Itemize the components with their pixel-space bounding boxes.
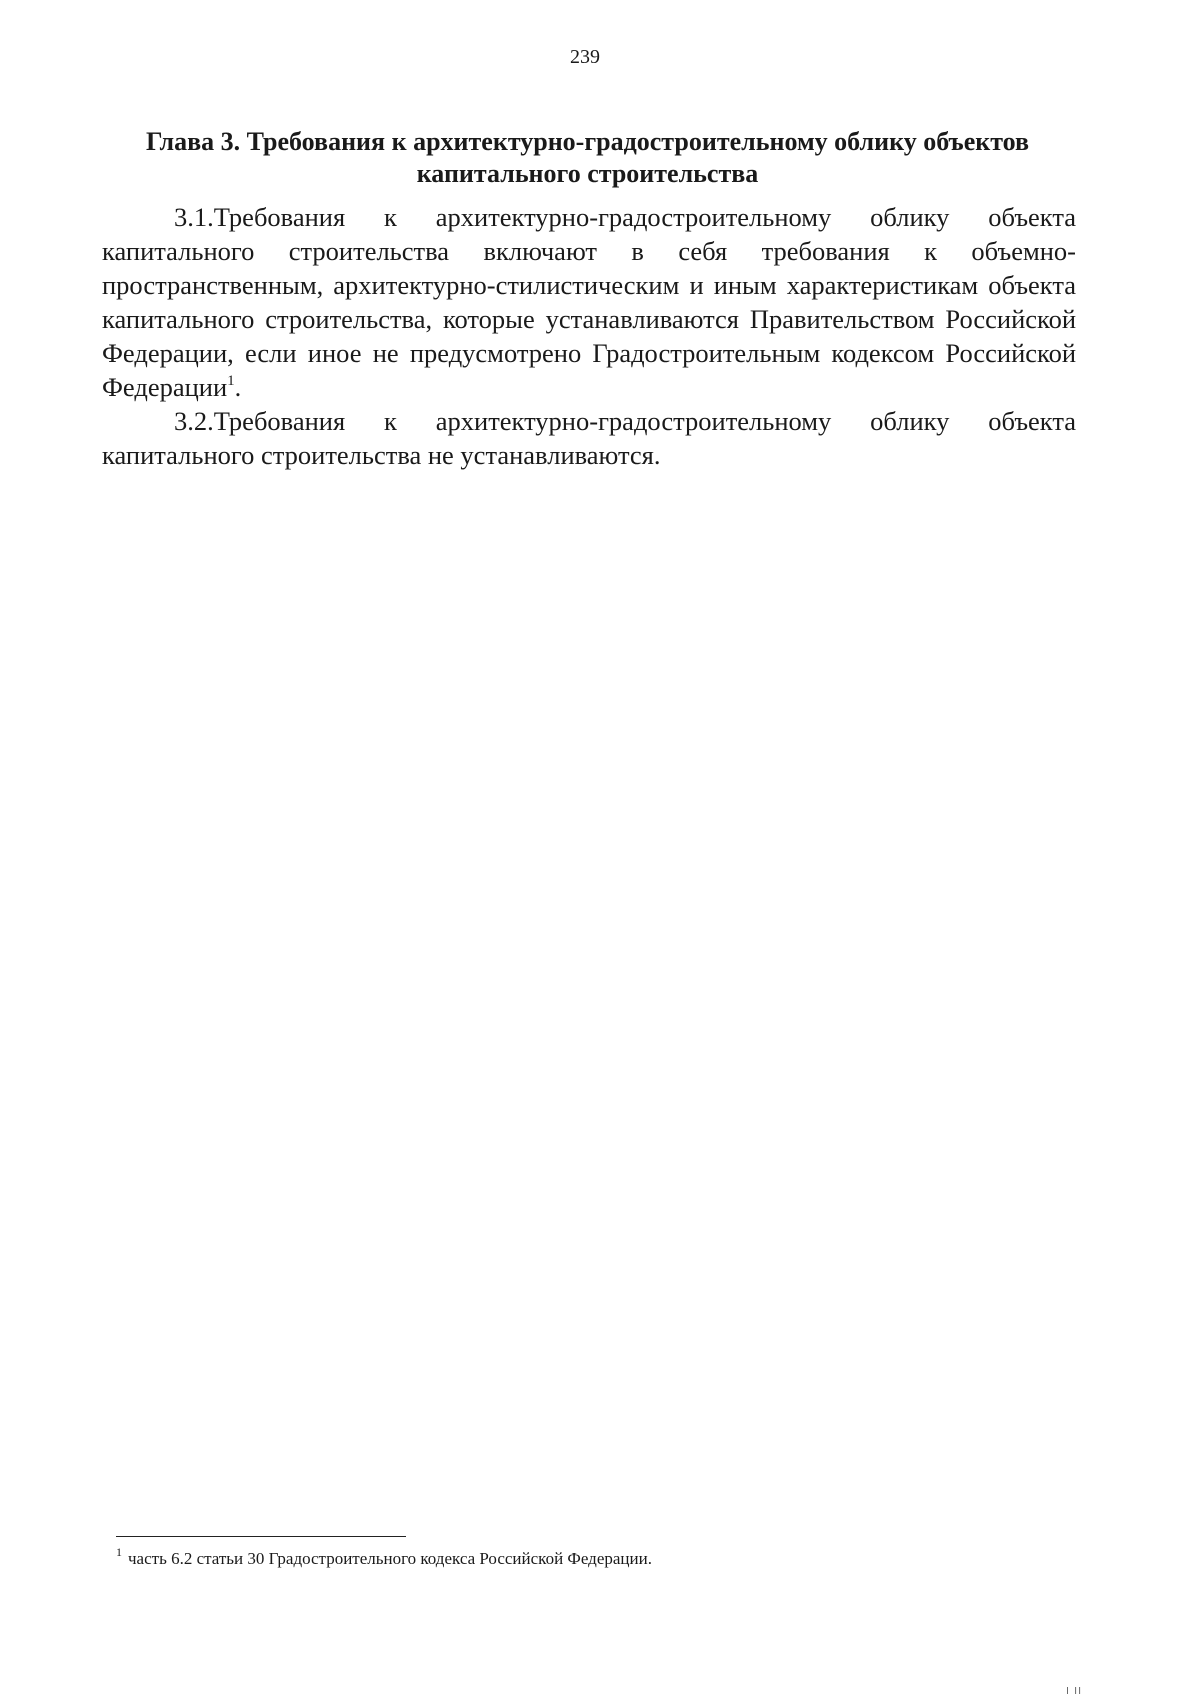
- footnote-divider: [116, 1536, 406, 1537]
- paragraph-3-1-tail: .: [234, 372, 242, 402]
- paragraph-3-1: [102, 200, 1076, 404]
- chapter-title: Глава 3. Требования к архитектурно-градостроительному облику объектов капитального строительства: [145, 127, 1030, 188]
- page-number: 239: [570, 46, 600, 68]
- footnote-text: часть 6.2 статьи 30 Градостроительного кодекса Российской Федерации.: [128, 1549, 652, 1568]
- paragraph-3-2: 3.2.Требования к архитектурно-градостроительному облику объекта капитального строительства не устанавливаются.: [102, 406, 1076, 470]
- scan-mark: I II: [1066, 1686, 1083, 1697]
- footnote: [116, 1545, 1016, 1570]
- footnote-reference[interactable]: 1: [227, 373, 235, 389]
- body-text: [102, 200, 1076, 472]
- paragraph-3-1-text: 3.1.Требования к архитектурно-градостроительному облику объекта капитального строительства включают в себя требования к объемно-пространственным, архитектурно-стилистическим и иным характеристикам объекта капитального строительства, которые устанавливаются Правительством Российской Федерации, если иное не предусмотрено Градостроительным кодексом Российской Федерации: [102, 202, 1076, 402]
- footnote-marker: 1: [116, 1545, 122, 1559]
